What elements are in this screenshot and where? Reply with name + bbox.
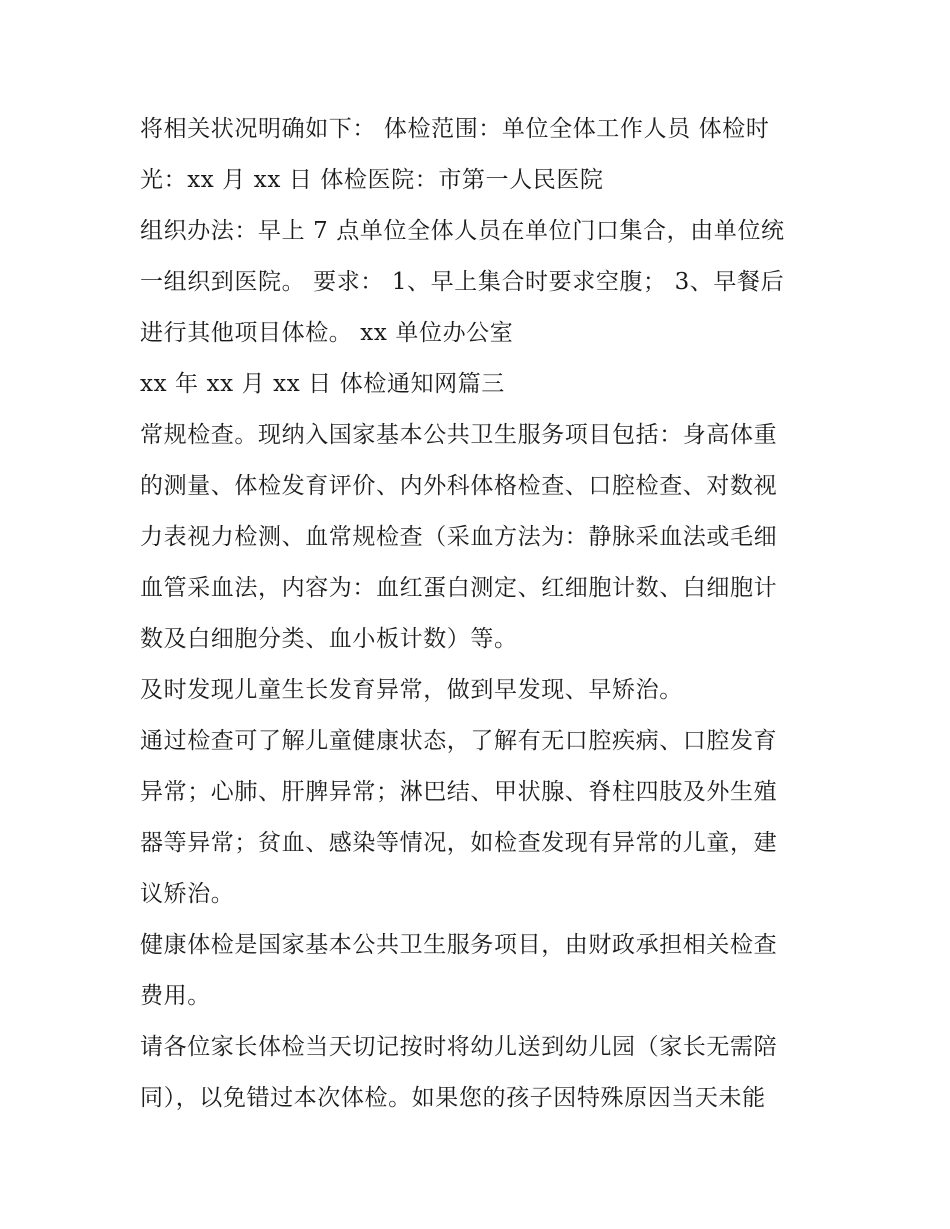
text-line: 议矫治。	[140, 881, 235, 907]
text-line: xx 年 xx 月 xx 日 体检通知网篇三	[140, 371, 505, 397]
text-line: 光：xx 月 xx 日 体检医院：市第一人民医院	[140, 167, 604, 193]
text-line: 进行其他项目体检。 xx 单位办公室	[140, 320, 514, 346]
text-line: 的测量、体检发育评价、内外科体格检查、口腔检查、对数视	[140, 473, 778, 499]
text-line: 费用。	[140, 983, 211, 1009]
text-line: 及时发现儿童生长发育异常，做到早发现、早矫治。	[140, 677, 683, 703]
text-line: 力表视力检测、血常规检查（采血方法为：静脉采血法或毛细	[140, 524, 778, 550]
text-line: 器等异常；贫血、感染等情况，如检查发现有异常的儿童，建	[140, 830, 778, 856]
text-line: 血管采血法，内容为：血红蛋白测定、红细胞计数、白细胞计	[140, 575, 778, 601]
text-line: 异常；心肺、肝脾异常；淋巴结、甲状腺、脊柱四肢及外生殖	[140, 779, 778, 805]
text-line: 通过检查可了解儿童健康状态，了解有无口腔疾病、口腔发育	[140, 728, 778, 754]
text-line: 将相关状况明确如下： 体检范围：单位全体工作人员 体检时	[140, 116, 770, 142]
text-line: 请各位家长体检当天切记按时将幼儿送到幼儿园（家长无需陪	[140, 1034, 778, 1060]
text-line: 数及白细胞分类、血小板计数）等。	[140, 626, 518, 652]
text-line: 常规检查。现纳入国家基本公共卫生服务项目包括：身高体重	[140, 422, 778, 448]
text-line: 一组织到医院。 要求： 1、早上集合时要求空腹； 3、早餐后	[140, 269, 785, 295]
text-line: 组织办法：早上 7 点单位全体人员在单位门口集合，由单位统	[140, 218, 785, 244]
text-line: 健康体检是国家基本公共卫生服务项目，由财政承担相关检查	[140, 932, 778, 958]
document-body	[140, 104, 820, 1124]
text-line: 同），以免错过本次体检。如果您的孩子因特殊原因当天未能	[140, 1085, 766, 1111]
